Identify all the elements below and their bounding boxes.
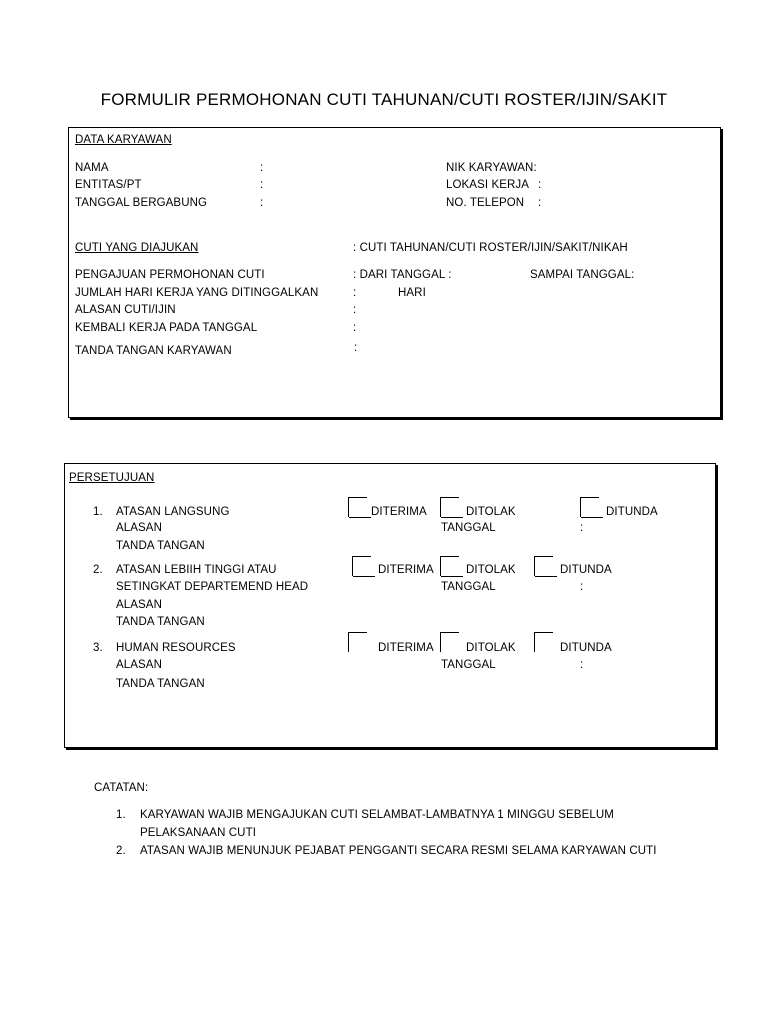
item-2-tanda-tangan-label: TANDA TANGAN (116, 616, 205, 628)
item-1-label: ATASAN LANGSUNG (116, 506, 230, 518)
item-2-diterima-label: DITERIMA (378, 564, 434, 576)
kembali-kerja-label: KEMBALI KERJA PADA TANGGAL (75, 322, 258, 334)
item-1-ditolak-label: DITOLAK (466, 506, 516, 518)
entitas-colon: : (260, 179, 264, 191)
cuti-diajukan-label: CUTI YANG DIAJUKAN (75, 242, 199, 254)
item-3-diterima-checkbox[interactable] (348, 632, 367, 652)
jumlah-hari-colon: : (353, 287, 357, 299)
hari-label: HARI (398, 287, 426, 299)
nik-label: NIK KARYAWAN: (446, 162, 537, 174)
item-3-number: 3. (93, 642, 103, 654)
tanda-tangan-karyawan-label: TANDA TANGAN KARYAWAN (75, 345, 232, 357)
tanda-tangan-colon: : (354, 342, 358, 354)
item-1-tanggal-colon: : (580, 522, 584, 534)
item-3-ditunda-label: DITUNDA (560, 642, 612, 654)
dari-tanggal-label: : DARI TANGGAL : (353, 269, 452, 281)
cuti-options: : CUTI TAHUNAN/CUTI ROSTER/IJIN/SAKIT/NIKAH (353, 242, 628, 254)
item-3-ditunda-checkbox[interactable] (534, 632, 553, 652)
item-1-ditolak-checkbox[interactable] (440, 497, 459, 517)
item-1-alasan-label: ALASAN (116, 522, 162, 534)
catatan-2-number: 2. (116, 845, 126, 857)
persetujuan-heading: PERSETUJUAN (69, 472, 155, 484)
sampai-tanggal-label: SAMPAI TANGGAL: (530, 269, 635, 281)
item-3-diterima-label: DITERIMA (378, 642, 434, 654)
item-2-label: ATASAN LEBIIH TINGGI ATAU (116, 564, 277, 576)
item-1-diterima-label: DITERIMA (371, 506, 427, 518)
item-1-diterima-checkbox[interactable] (348, 497, 367, 517)
item-2-tanggal-label: TANGGAL (441, 581, 496, 593)
item-2-number: 2. (93, 564, 103, 576)
item-2-label-line-2: SETINGKAT DEPARTEMEND HEAD (116, 581, 309, 593)
catatan-2-line-1: ATASAN WAJIB MENUNJUK PEJABAT PENGGANTI SECARA RESMI SELAMA KARYAWAN CUTI (140, 845, 657, 857)
item-3-tanggal-label: TANGGAL (441, 659, 496, 671)
form-title: FORMULIR PERMOHONAN CUTI TAHUNAN/CUTI ROSTER/IJIN/SAKIT (100, 90, 668, 109)
alasan-cuti-label: ALASAN CUTI/IJIN (75, 304, 176, 316)
item-2-alasan-label: ALASAN (116, 599, 162, 611)
catatan-1-number: 1. (116, 809, 126, 821)
telepon-colon: : (538, 197, 542, 209)
nama-label: NAMA (75, 162, 109, 174)
data-karyawan-heading: DATA KARYAWAN (75, 134, 172, 146)
item-2-ditolak-checkbox[interactable] (440, 556, 459, 576)
item-2-diterima-checkbox[interactable] (352, 556, 371, 576)
item-3-tanggal-colon: : (580, 659, 584, 671)
catatan-1-line-1: KARYAWAN WAJIB MENGAJUKAN CUTI SELAMBAT-LAMBATNYA 1 MINGGU SEBELUM (140, 809, 614, 821)
item-2-ditolak-label: DITOLAK (466, 564, 516, 576)
item-2-ditunda-label: DITUNDA (560, 564, 612, 576)
item-1-ditunda-checkbox[interactable] (580, 497, 599, 517)
item-3-ditolak-checkbox[interactable] (440, 632, 459, 652)
lokasi-label: LOKASI KERJA (446, 179, 530, 191)
tanggal-bergabung-label: TANGGAL BERGABUNG (75, 197, 208, 209)
item-2-ditunda-checkbox[interactable] (534, 556, 553, 576)
kembali-kerja-colon: : (353, 322, 357, 334)
item-1-tanda-tangan-label: TANDA TANGAN (116, 540, 205, 552)
item-2-tanggal-colon: : (580, 581, 584, 593)
telepon-label: NO. TELEPON (446, 197, 525, 209)
item-3-alasan-label: ALASAN (116, 659, 162, 671)
entitas-label: ENTITAS/PT (75, 179, 142, 191)
pengajuan-label: PENGAJUAN PERMOHONAN CUTI (75, 269, 265, 281)
jumlah-hari-label: JUMLAH HARI KERJA YANG DITINGGALKAN (75, 287, 319, 299)
item-3-label: HUMAN RESOURCES (116, 642, 236, 654)
item-1-tanggal-label: TANGGAL (441, 522, 496, 534)
item-1-number: 1. (93, 506, 103, 518)
alasan-cuti-colon: : (353, 304, 357, 316)
item-3-tanda-tangan-label: TANDA TANGAN (116, 678, 205, 690)
tanggal-bergabung-colon: : (260, 197, 264, 209)
lokasi-colon: : (538, 179, 542, 191)
catatan-heading: CATATAN: (94, 782, 149, 794)
item-3-ditolak-label: DITOLAK (466, 642, 516, 654)
catatan-1-line-2: PELAKSANAAN CUTI (140, 827, 256, 839)
item-1-ditunda-label: DITUNDA (606, 506, 658, 518)
nama-colon: : (260, 162, 264, 174)
